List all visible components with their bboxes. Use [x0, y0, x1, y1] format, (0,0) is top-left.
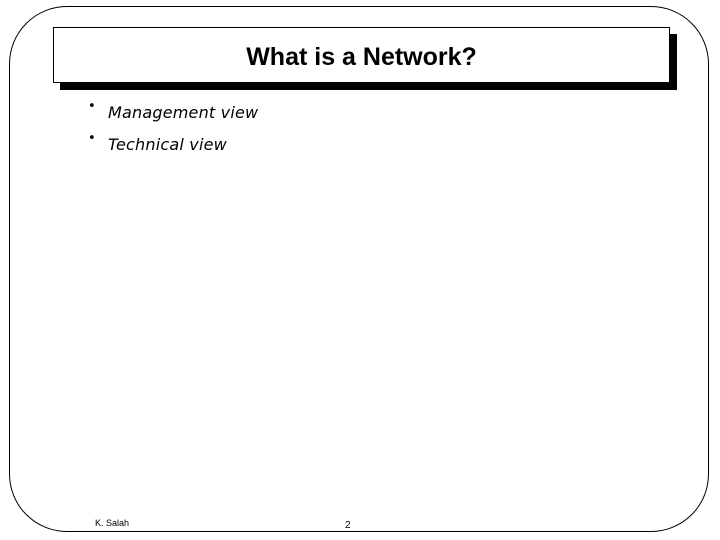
- footer-page-number: 2: [345, 520, 351, 531]
- slide-title: What is a Network?: [246, 42, 477, 71]
- bullet-label-technical: Technical view: [108, 135, 227, 154]
- bullet-item-management: [88, 100, 258, 132]
- bullet-item-technical: [88, 132, 258, 164]
- bullet-icon: •: [88, 131, 96, 146]
- bullet-icon: •: [88, 99, 96, 114]
- footer-author: K. Salah: [95, 518, 130, 528]
- bullet-list: [88, 100, 258, 164]
- title-box: [53, 27, 670, 83]
- bullet-label-management: Management view: [108, 103, 259, 122]
